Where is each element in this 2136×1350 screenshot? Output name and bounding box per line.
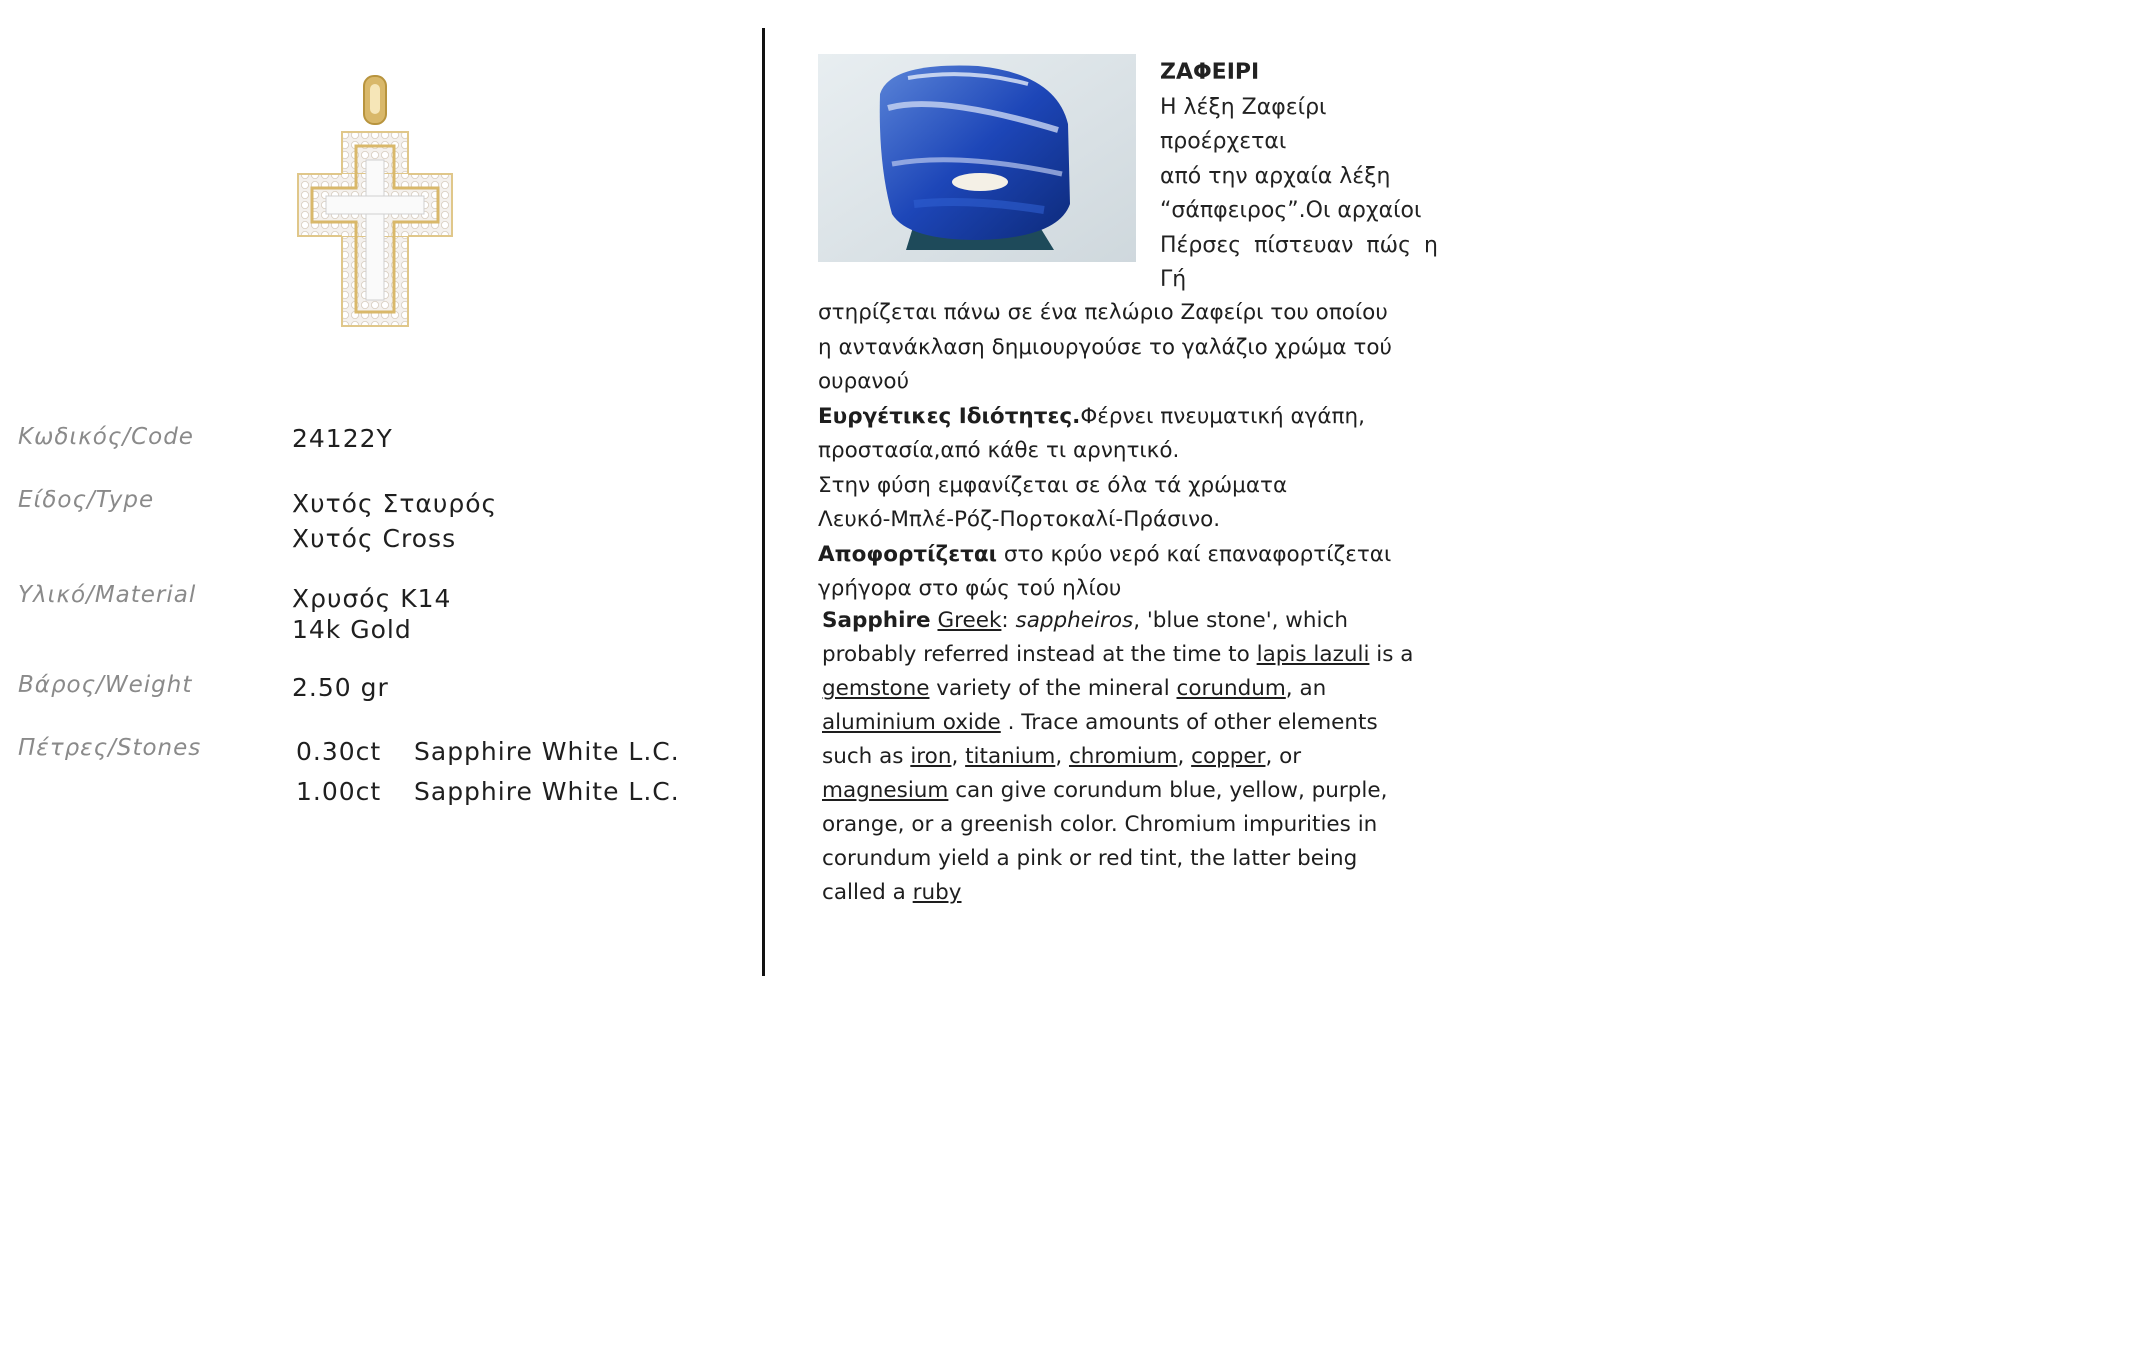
ruby-link[interactable]: ruby bbox=[912, 880, 962, 905]
greek-intro-line: από την αρχαία λέξη bbox=[1160, 163, 1391, 189]
spec-code-value: 24122Y bbox=[292, 424, 393, 453]
greek-intro-line: Γή bbox=[1160, 267, 1187, 292]
aluminium-oxide-link[interactable]: aluminium oxide bbox=[822, 710, 1001, 735]
en-text: called a bbox=[822, 880, 913, 905]
en-text: probably referred instead at the time to bbox=[822, 642, 1257, 667]
chromium-link[interactable]: chromium bbox=[1068, 744, 1178, 769]
cross-pendant-image bbox=[290, 70, 460, 330]
en-text: , bbox=[1177, 744, 1192, 769]
spec-type-label: Είδος/Type bbox=[18, 487, 155, 513]
en-text: : bbox=[1001, 608, 1016, 633]
en-text: variety of the mineral bbox=[929, 676, 1177, 701]
stone-row bbox=[296, 777, 680, 806]
greek-intro-line: Πέρσες πίστευαν πώς η bbox=[1160, 232, 1438, 258]
iron-link[interactable]: iron bbox=[910, 744, 952, 769]
discharge-label: Αποφορτίζεται bbox=[818, 541, 998, 567]
magnesium-link[interactable]: magnesium bbox=[822, 778, 949, 803]
spec-material-value-gr: Χρυσός K14 bbox=[292, 584, 452, 613]
en-text: , bbox=[951, 744, 966, 769]
discharge-text: στο κρύο νερό καί επαναφορτίζεται bbox=[997, 541, 1392, 567]
en-text: , bbox=[1055, 744, 1069, 769]
en-text: is a bbox=[1369, 642, 1414, 667]
greek-intro bbox=[1160, 56, 1490, 298]
stone-name: Sapphire White L.C. bbox=[414, 777, 680, 806]
spec-code-label: Κωδικός/Code bbox=[18, 424, 194, 450]
greek-body-line: γρήγορα στο φώς τού ηλίου bbox=[818, 576, 1122, 601]
benefits-label: Ευργέτικες Ιδιότητες. bbox=[818, 403, 1081, 429]
greek-body-line: Λευκό-Μπλέ-Ρόζ-Πορτοκαλί-Πράσινο. bbox=[818, 507, 1221, 532]
sappheiros-term: sappheiros bbox=[1015, 608, 1134, 633]
spec-weight-label: Βάρος/Weight bbox=[18, 672, 193, 698]
sapphire-photo bbox=[818, 54, 1136, 262]
en-text: , an bbox=[1285, 676, 1327, 701]
en-text: corundum yield a pink or red tint, the latter being bbox=[822, 846, 1358, 871]
en-text: , or bbox=[1265, 744, 1302, 769]
greek-body-line: η αντανάκλαση δημιουργούσε το γαλάζιο χρώμα τού bbox=[818, 334, 1392, 360]
stone-carat: 1.00ct bbox=[296, 777, 382, 806]
en-text: . Trace amounts of other elements bbox=[1000, 710, 1378, 735]
stone-name: Sapphire White L.C. bbox=[414, 737, 680, 766]
greek-body bbox=[818, 296, 1518, 607]
stone-row bbox=[296, 737, 680, 766]
gemstone-link[interactable]: gemstone bbox=[822, 676, 930, 701]
greek-benefits bbox=[818, 400, 1518, 435]
greek-intro-line: προέρχεται bbox=[1160, 129, 1287, 154]
corundum-link[interactable]: corundum bbox=[1176, 676, 1286, 701]
titanium-link[interactable]: titanium bbox=[965, 744, 1056, 769]
lapis-lazuli-link[interactable]: lapis lazuli bbox=[1256, 642, 1370, 667]
copper-link[interactable]: copper bbox=[1191, 744, 1266, 769]
greek-body-line: προστασία,από κάθε τι αρνητικό. bbox=[818, 438, 1180, 463]
vertical-divider bbox=[762, 28, 765, 976]
spec-stones-label: Πέτρες/Stones bbox=[18, 735, 202, 761]
greek-intro-line: “σάπφειρος”.Οι αρχαίοι bbox=[1160, 198, 1422, 223]
spec-type-value-gr: Χυτός Σταυρός bbox=[292, 489, 498, 518]
greek-body-line: Στην φύση εμφανίζεται σε όλα τά χρώματα bbox=[818, 472, 1288, 498]
greek-body-line: ουρανού bbox=[818, 369, 910, 394]
stone-carat: 0.30ct bbox=[296, 737, 382, 766]
greek-title: ΖΑΦΕΙΡΙ bbox=[1160, 60, 1260, 85]
spec-material-value-en: 14k Gold bbox=[292, 615, 412, 644]
greek-body-line: στηρίζεται πάνω σε ένα πελώριο Ζαφείρι του οποίου bbox=[818, 300, 1388, 325]
spec-weight-value: 2.50 gr bbox=[292, 673, 389, 702]
spec-type-value-en: Χυτός Cross bbox=[292, 524, 457, 553]
greek-intro-line: Η λέξη Ζαφείρι bbox=[1160, 94, 1327, 120]
en-text: can give corundum blue, yellow, purple, bbox=[948, 778, 1388, 803]
en-text: orange, or a greenish color. Chromium impurities in bbox=[822, 812, 1378, 837]
en-text: such as bbox=[822, 744, 911, 769]
benefits-text: Φέρνει πνευματική αγάπη, bbox=[1080, 403, 1365, 429]
sapphire-term: Sapphire bbox=[822, 608, 931, 633]
english-description bbox=[822, 604, 1502, 910]
greek-discharge bbox=[818, 538, 1518, 573]
greek-link[interactable]: Greek bbox=[937, 608, 1002, 633]
spec-material-label: Υλικό/Material bbox=[18, 582, 197, 608]
en-text: , 'blue stone', which bbox=[1133, 608, 1348, 633]
